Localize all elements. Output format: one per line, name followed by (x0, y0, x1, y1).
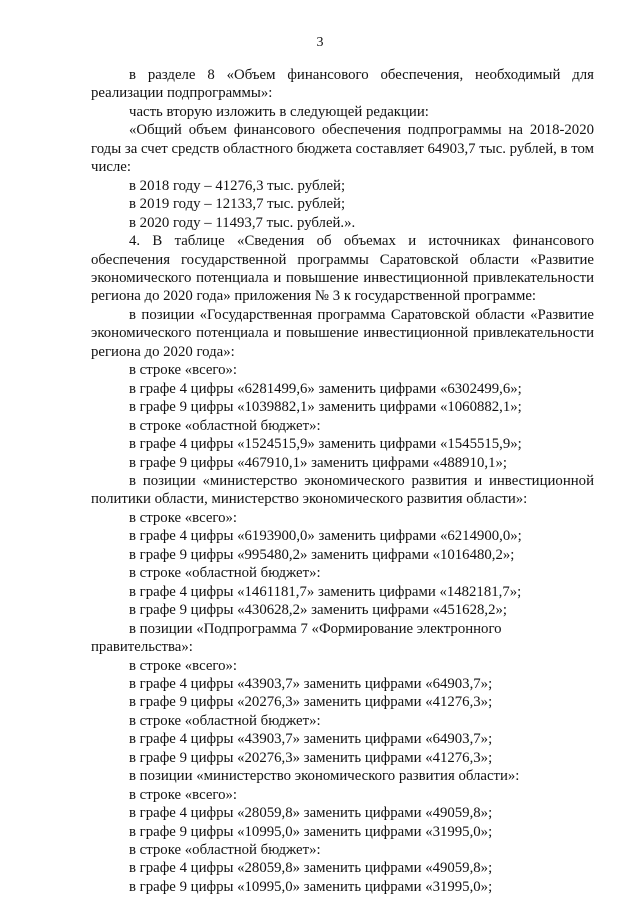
paragraph: в графе 4 цифры «6281499,6» заменить цифрами «6302499,6»; (129, 380, 522, 397)
paragraph: в графе 4 цифры «28059,8» заменить цифрами «49059,8»; (129, 860, 493, 877)
paragraph: в строке «областной бюджет»: (129, 712, 321, 729)
paragraph: в графе 4 цифры «43903,7» заменить цифрами «64903,7»; (129, 731, 493, 748)
paragraph: в графе 9 цифры «995480,2» заменить цифрами «1016480,2»; (129, 546, 515, 563)
paragraph: в позиции «министерство экономического развития и инвестиционной политики области, министерство экономического развития области»: (91, 472, 594, 508)
paragraph: в графе 9 цифры «20276,3» заменить цифрами «41276,3»; (129, 749, 493, 766)
paragraph: в строке «областной бюджет»: (129, 842, 321, 859)
paragraph: в графе 4 цифры «1524515,9» заменить цифрами «1545515,9»; (129, 436, 522, 453)
paragraph: в строке «областной бюджет»: (129, 565, 321, 582)
paragraph: в графе 4 цифры «43903,7» заменить цифрами «64903,7»; (129, 675, 493, 692)
paragraph: в графе 9 цифры «20276,3» заменить цифрами «41276,3»; (129, 694, 493, 711)
paragraph: в строке «всего»: (129, 362, 238, 379)
paragraph: в строке «всего»: (129, 657, 238, 674)
paragraph: в графе 9 цифры «10995,0» заменить цифрами «31995,0»; (129, 823, 493, 840)
document-body (91, 66, 594, 896)
paragraph: в графе 4 цифры «6193900,0» заменить цифрами «6214900,0»; (129, 528, 522, 545)
paragraph: в позиции «министерство экономического развития области»: (129, 768, 520, 785)
paragraph: в строке «всего»: (129, 509, 238, 526)
paragraph: в 2020 году – 11493,7 тыс. рублей.». (129, 214, 356, 231)
paragraph: в графе 9 цифры «430628,2» заменить цифрами «451628,2»; (129, 602, 507, 619)
paragraph: в 2018 году – 41276,3 тыс. рублей; (129, 177, 346, 194)
paragraph: в разделе 8 «Объем финансового обеспечения, необходимый для реализации подпрограммы»: (91, 67, 594, 102)
paragraph: 4. В таблице «Сведения об объемах и источниках финансового обеспечения государственной программы Саратовской области «Развитие экономического потенциала и повышение инвестиционной привлекательности региона до 2020 года» приложения № 3 к государственной программе: (91, 233, 594, 305)
paragraph: часть вторую изложить в следующей редакции: (129, 103, 429, 120)
paragraph: «Общий объем финансового обеспечения подпрограммы на 2018-2020 годы за счет средств областного бюджета составляет 64903,7 тыс. рублей, в том числе: (91, 122, 594, 176)
paragraph: в 2019 году – 12133,7 тыс. рублей; (129, 196, 346, 213)
paragraph: в позиции «Подпрограмма 7 «Формирование электронного правительства»: (91, 620, 502, 656)
paragraph: в графе 4 цифры «28059,8» заменить цифрами «49059,8»; (129, 805, 493, 822)
paragraph: в строке «областной бюджет»: (129, 417, 321, 434)
paragraph: в графе 9 цифры «1039882,1» заменить цифрами «1060882,1»; (129, 399, 522, 416)
page-number: 3 (316, 35, 324, 50)
paragraph: в позиции «Государственная программа Саратовской области «Развитие экономического потенциала и повышение инвестиционной привлекательности региона до 2020 года»: (91, 306, 594, 360)
paragraph: в графе 9 цифры «10995,0» заменить цифрами «31995,0»; (129, 878, 493, 895)
paragraph: в графе 9 цифры «467910,1» заменить цифрами «488910,1»; (129, 454, 507, 471)
paragraph: в строке «всего»: (129, 786, 238, 803)
paragraph: в графе 4 цифры «1461181,7» заменить цифрами «1482181,7»; (129, 583, 522, 600)
